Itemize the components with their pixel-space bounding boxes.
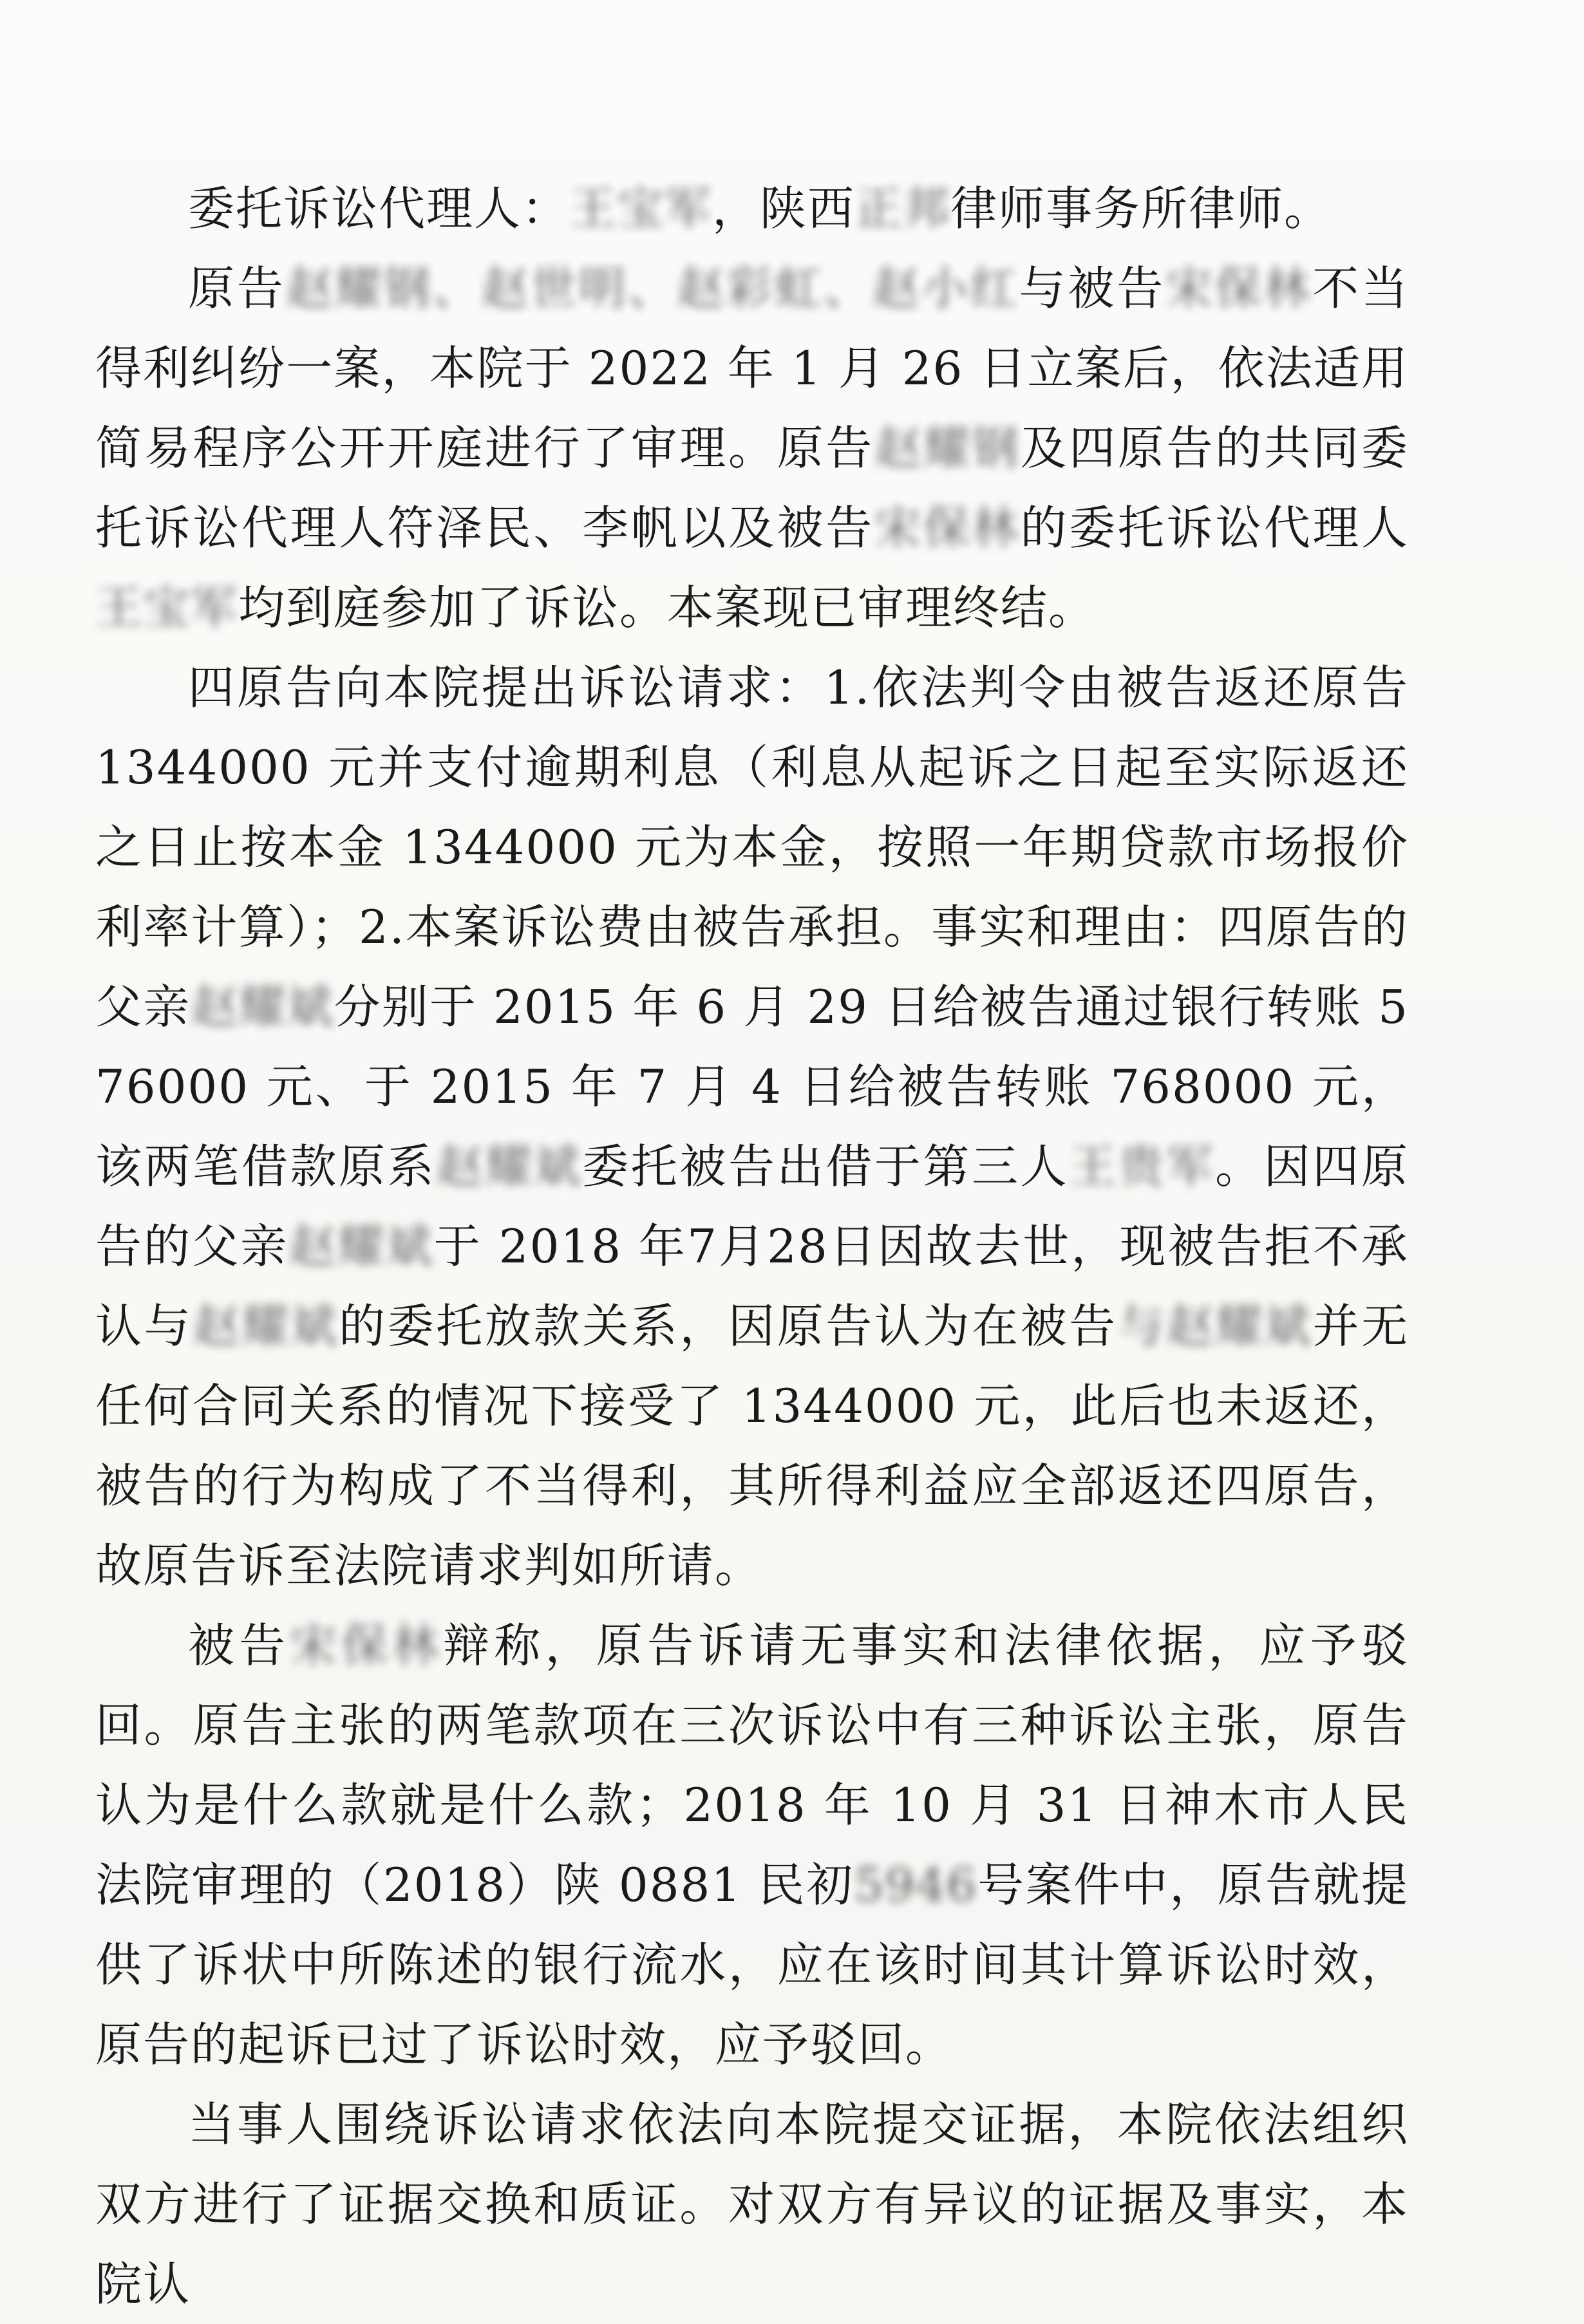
paragraph-defense	[95, 1606, 1409, 2085]
text-segment: 及四原告的共同委托诉讼代理人符泽民、李帆以及被告	[95, 421, 1409, 555]
text-segment: 。因四原告的父亲	[95, 1139, 1409, 1273]
redacted-name: 王宝军	[569, 182, 713, 236]
text-segment: ，陕西	[712, 182, 856, 236]
text-segment: 的委托放款关系，因原告认为在被告	[339, 1299, 1118, 1353]
text-segment: 辩称，原告诉请无事实和法律依据，应予驳回。原告主张的两笔款项在三次诉讼中有三种诉讼主张，原告认为是什么款就是什么款；2018 年 10 月 31 日神木市人民法院审理的（2018）陕 0881 民初	[95, 1618, 1409, 1912]
text-segment: 号案件中，原告就提供了诉状中所陈述的银行流水，应在该时间其计算诉讼时效，原告的起诉已过了诉讼时效，应予驳回。	[95, 1858, 1409, 2072]
redacted-case-number: 5946	[854, 1858, 977, 1912]
redacted-name: 与赵耀斌	[1117, 1299, 1313, 1353]
redacted-name: 赵耀钢	[874, 421, 1021, 475]
text-segment: 委托被告出借于第三人	[582, 1139, 1070, 1194]
redacted-name: 王宝军	[95, 581, 239, 635]
paragraph-claims	[95, 648, 1409, 1606]
text-segment: 被告	[188, 1618, 290, 1673]
redacted-name: 赵耀钢、赵世明、赵彩虹、赵小红	[285, 261, 1019, 315]
redacted-name: 赵耀斌	[288, 1219, 434, 1273]
redacted-name: 赵耀斌	[193, 1299, 339, 1353]
text-segment: 并无任何合同关系的情况下接受了 1344000 元，此后也未返还，被告的行为构成了不当得利，其所得利益应全部返还四原告，故原告诉至法院请求判如所请。	[95, 1299, 1409, 1593]
redacted-name: 宋保林	[874, 501, 1021, 555]
redacted-name: 赵耀斌	[191, 980, 334, 1034]
paragraph-case-intro	[95, 248, 1409, 648]
text-segment: 原告	[188, 261, 286, 315]
redacted-name: 宋保林	[290, 1618, 444, 1673]
paragraph-evidence	[95, 2085, 1409, 2324]
text-segment: 不当得利纠纷一案，本院于 2022 年 1 月 26 日立案后，依法适用简易程序公开开庭进行了审理。原告	[95, 261, 1409, 475]
text-segment: 于 2018 年7月28日因故去世，现被告拒不承认与	[95, 1219, 1409, 1353]
redacted-name: 正邦	[855, 182, 951, 236]
redacted-name: 王贵军	[1069, 1139, 1216, 1194]
judgment-text-body	[95, 169, 1409, 2324]
text-segment: 委托诉讼代理人：	[188, 182, 570, 236]
text-segment: 四原告向本院提出诉讼请求：1.依法判令由被告返还原告 1344000 元并支付逾期利息（利息从起诉之日起至实际返还之日止按本金 1344000 元为本金，按照一年期贷款市场报价利率计算）；2.本案诉讼费由被告承担。事实和理由：四原告的父亲	[95, 661, 1409, 1034]
text-segment: 与被告	[1019, 261, 1166, 315]
text-segment: 分别于 2015 年 6 月 29 日给被告通过银行转账 576000 元、于 2015 年 7 月 4 日给被告转账 768000 元，该两笔借款原系	[95, 980, 1409, 1194]
redacted-name: 宋保林	[1165, 261, 1313, 315]
text-segment: 的委托诉讼代理人	[1020, 501, 1409, 555]
text-segment: 律师事务所律师。	[950, 182, 1332, 236]
text-segment: 均到庭参加了诉讼。本案现已审理终结。	[238, 581, 1097, 635]
paragraph-agent	[95, 169, 1409, 248]
redacted-name: 赵耀斌	[436, 1139, 583, 1194]
text-segment: 当事人围绕诉讼请求依法向本院提交证据，本院依法组织双方进行了证据交换和质证。对双方有异议的证据及事实，本院认	[95, 2097, 1409, 2311]
